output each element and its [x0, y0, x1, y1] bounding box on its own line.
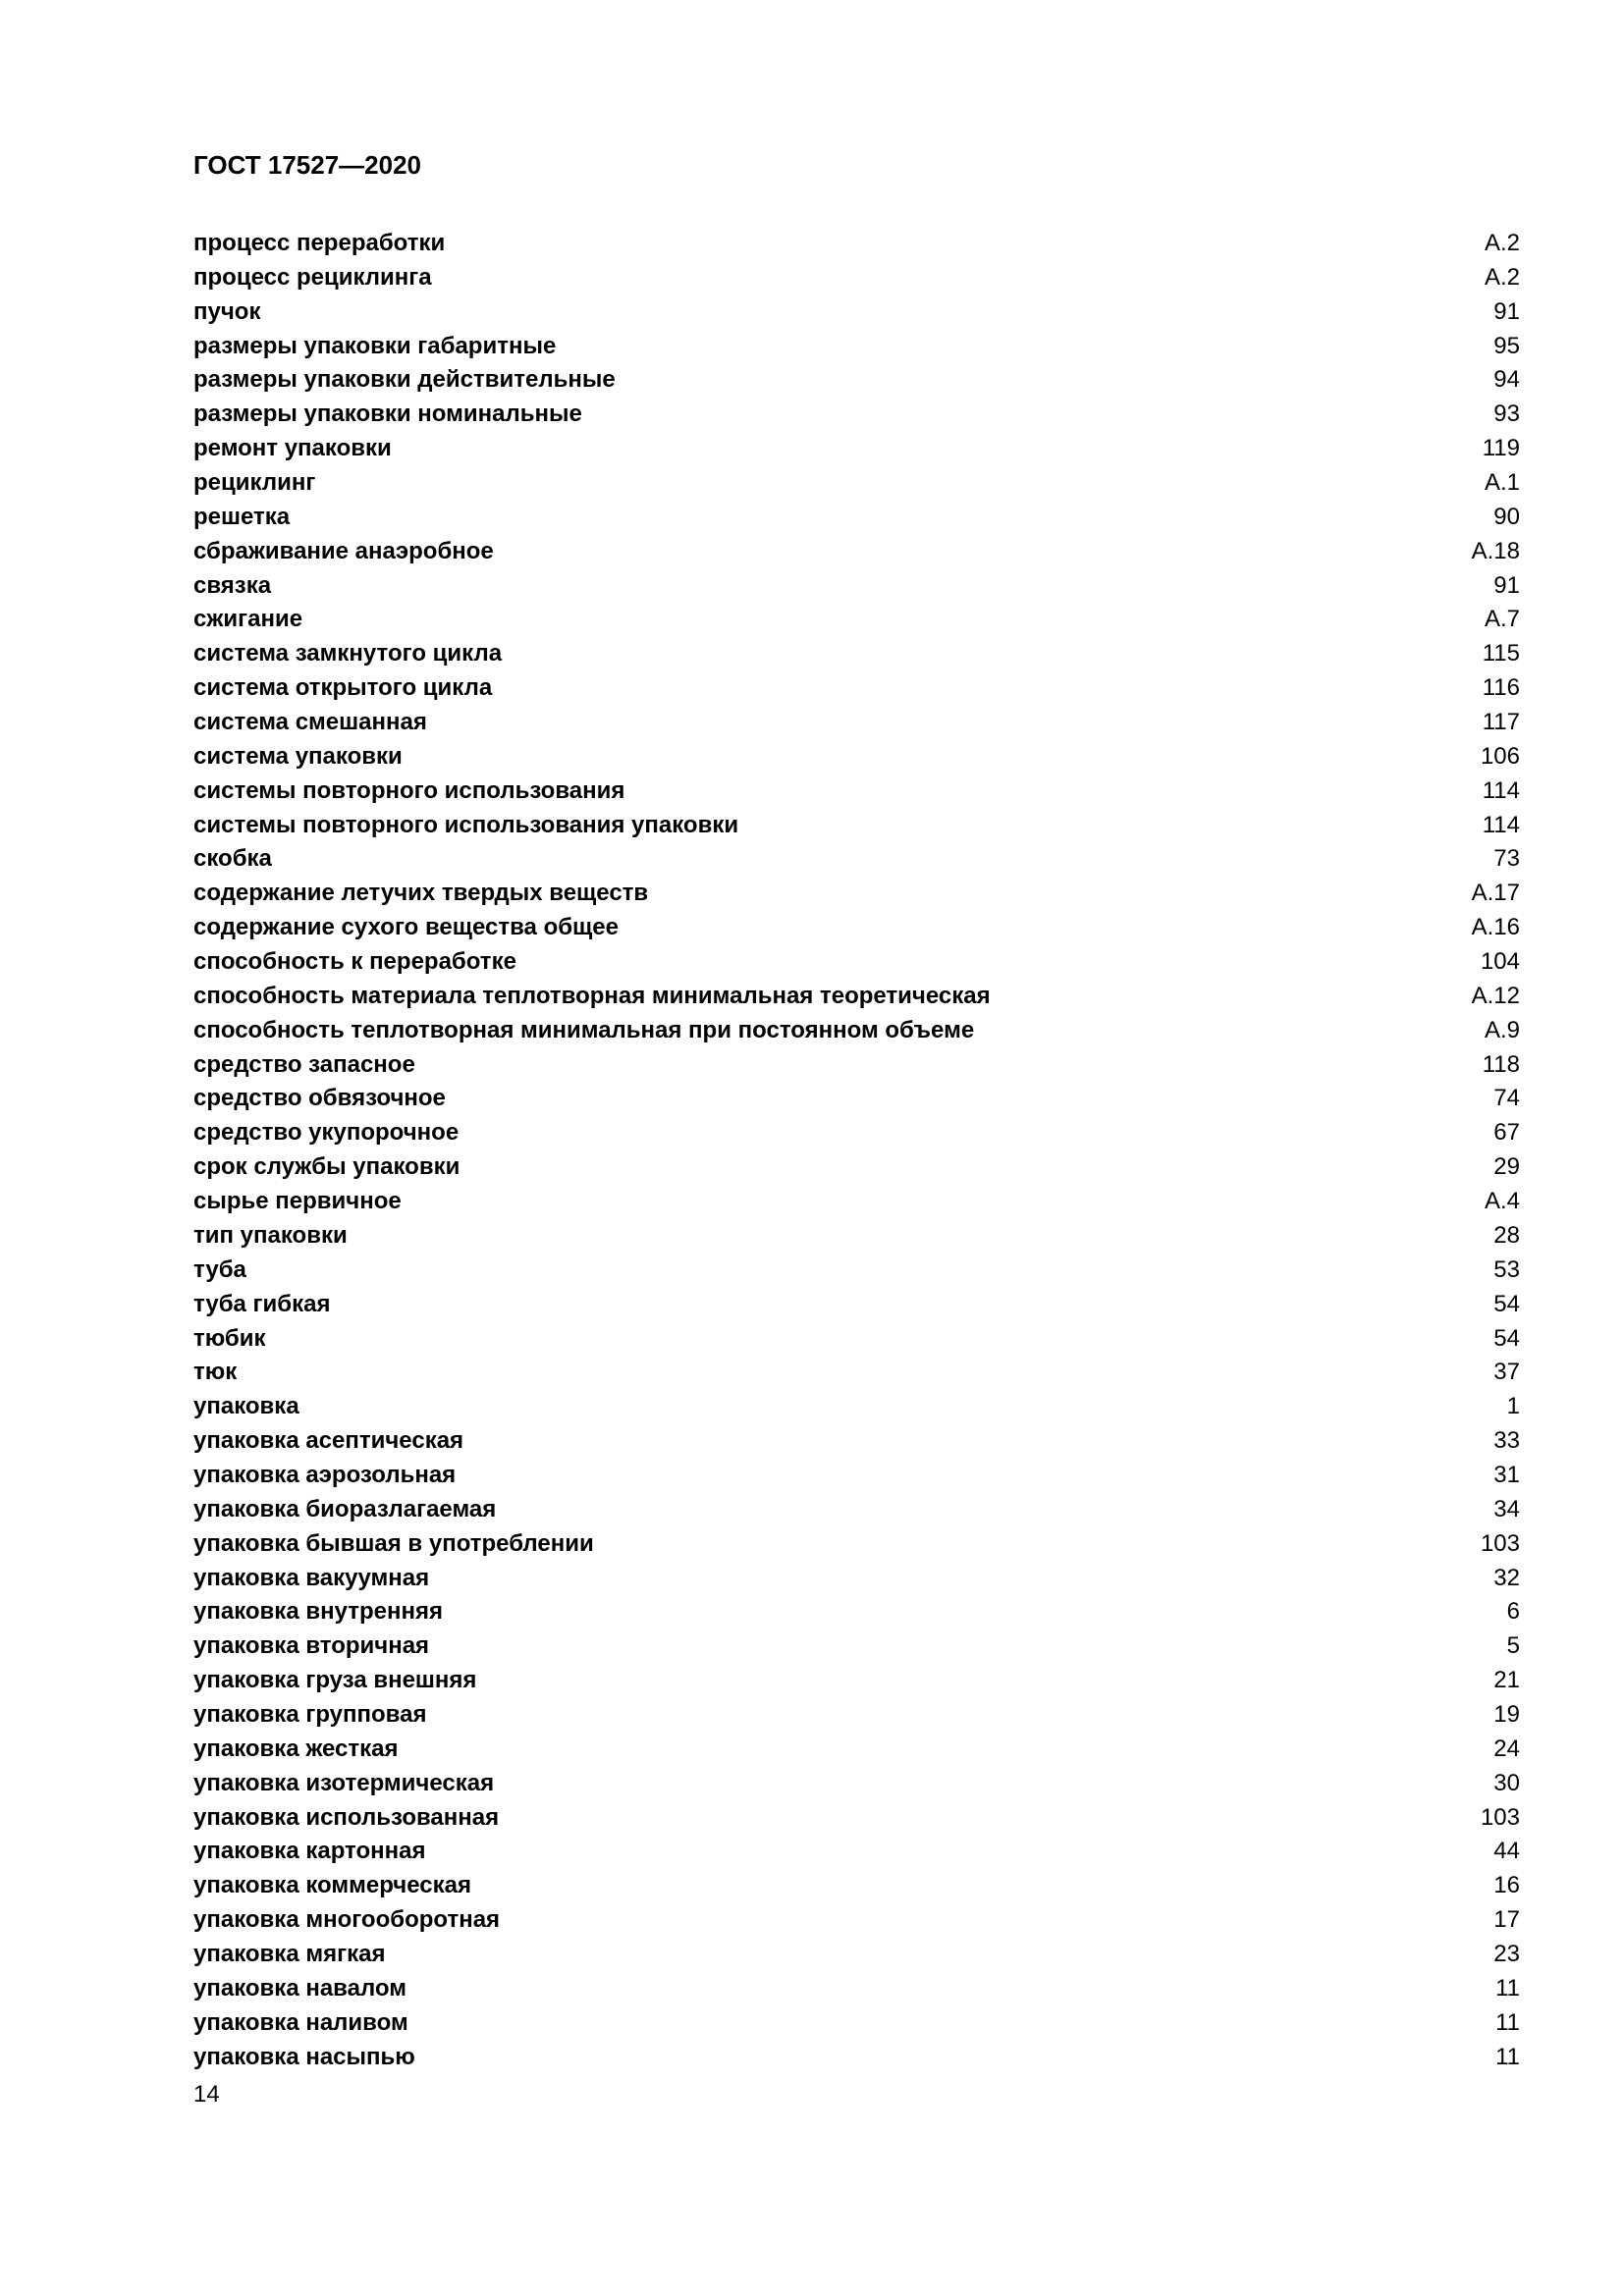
document-header: ГОСТ 17527—2020: [193, 150, 421, 180]
index-ref: 19: [1493, 1700, 1520, 1728]
index-ref: А.12: [1471, 982, 1520, 1009]
index-term: ремонт упаковки: [193, 435, 392, 462]
index-term: тип упаковки: [193, 1221, 348, 1249]
index-ref: А.17: [1471, 880, 1520, 907]
index-entry: [193, 1185, 1520, 1219]
index-ref: 93: [1493, 400, 1520, 428]
index-ref: 91: [1493, 297, 1520, 325]
index-term: сбраживание анаэробное: [193, 537, 494, 564]
index-ref: 104: [1480, 948, 1520, 976]
index-ref: 74: [1493, 1085, 1520, 1112]
index-entry: [193, 432, 1520, 466]
index-term: упаковка групповая: [193, 1700, 427, 1728]
index-term: упаковка использованная: [193, 1803, 500, 1831]
index-entry: [193, 535, 1520, 569]
index-ref: 114: [1482, 811, 1520, 838]
index-entry: [193, 842, 1520, 877]
index-ref: 95: [1493, 332, 1520, 359]
index-ref: 117: [1482, 709, 1520, 736]
index-entry: [193, 671, 1520, 706]
index-term: срок службы упаковки: [193, 1153, 460, 1181]
index-term: туба: [193, 1255, 246, 1283]
index-term: скобка: [193, 845, 272, 873]
index-entry: [193, 295, 1520, 330]
index-ref: 17: [1493, 1906, 1520, 1934]
index-ref: 16: [1493, 1872, 1520, 1899]
index-term: система упаковки: [193, 742, 403, 770]
index-ref: 119: [1482, 435, 1520, 462]
index-entry: [193, 330, 1520, 364]
index-entry: [193, 466, 1520, 501]
index-entry: [193, 1082, 1520, 1116]
index-entry: [193, 809, 1520, 843]
index-term: размеры упаковки габаритные: [193, 332, 557, 359]
index-ref: 91: [1493, 571, 1520, 599]
index-entry: [193, 1698, 1520, 1733]
index-entry: [193, 1288, 1520, 1322]
index-ref: А.2: [1484, 263, 1520, 291]
index-ref: А.2: [1484, 230, 1520, 256]
index-ref: 54: [1493, 1290, 1520, 1317]
index-ref: 30: [1493, 1769, 1520, 1796]
index-term: сжигание: [193, 606, 303, 633]
index-term: упаковка бывшая в употреблении: [193, 1529, 594, 1557]
index-entry: [193, 945, 1520, 980]
index-term: способность к переработке: [193, 948, 516, 976]
index-ref: 103: [1480, 1803, 1520, 1831]
index-ref: 24: [1493, 1735, 1520, 1762]
index-term: сырье первичное: [193, 1188, 402, 1215]
index-term: упаковка картонная: [193, 1838, 426, 1865]
index-term: упаковка биоразлагаемая: [193, 1495, 497, 1522]
index-term: размеры упаковки действительные: [193, 366, 616, 394]
index-ref: 44: [1493, 1838, 1520, 1865]
index-ref: 115: [1482, 640, 1520, 667]
index-term: пучок: [193, 297, 261, 325]
index-term: упаковка коммерческая: [193, 1872, 471, 1899]
index-ref: 11: [1495, 2008, 1520, 2036]
index-entry: [193, 1527, 1520, 1562]
index-entry: [193, 740, 1520, 774]
index-term: процесс переработки: [193, 230, 446, 256]
index-term: содержание летучих твердых веществ: [193, 880, 649, 907]
index-entry: [193, 2041, 1520, 2075]
index-entry: [193, 980, 1520, 1014]
index-ref: 106: [1480, 742, 1520, 770]
index-entry: [193, 1459, 1520, 1493]
index-ref: 11: [1495, 1974, 1520, 2002]
index-ref: 118: [1482, 1050, 1520, 1078]
index-term: упаковка: [193, 1393, 299, 1420]
index-entry: [193, 2006, 1520, 2041]
index-ref: 1: [1506, 1393, 1520, 1420]
index-ref: 23: [1493, 1940, 1520, 1967]
index-ref: 90: [1493, 503, 1520, 530]
index-entry: [193, 261, 1520, 295]
index-ref: 114: [1482, 776, 1520, 804]
index-term: решетка: [193, 503, 291, 530]
index-term: упаковка изотермическая: [193, 1769, 495, 1796]
index-term: системы повторного использования упаковки: [193, 811, 739, 838]
index-entry: [193, 706, 1520, 740]
index-ref: 33: [1493, 1427, 1520, 1455]
index-term: упаковка вторичная: [193, 1632, 430, 1660]
index-term: упаковка насыпью: [193, 2043, 415, 2070]
index-ref: 21: [1493, 1667, 1520, 1694]
index-entry: [193, 1903, 1520, 1938]
index-ref: 11: [1495, 2043, 1520, 2070]
index-term: размеры упаковки номинальные: [193, 400, 582, 428]
index-ref: А.18: [1471, 537, 1520, 564]
index-entry: [193, 1254, 1520, 1288]
index-ref: 6: [1506, 1598, 1520, 1626]
index-ref: 67: [1493, 1119, 1520, 1147]
index-term: тюк: [193, 1359, 238, 1386]
index-term: тюбик: [193, 1324, 266, 1352]
index-term: содержание сухого вещества общее: [193, 914, 619, 941]
index-term: упаковка вакуумная: [193, 1564, 430, 1591]
index-entry: [193, 1629, 1520, 1664]
index-term: система открытого цикла: [193, 674, 493, 702]
index-ref: 73: [1493, 845, 1520, 873]
index-term: процесс рециклинга: [193, 263, 432, 291]
index-entry: [193, 501, 1520, 535]
index-term: система замкнутого цикла: [193, 640, 503, 667]
index-entry: [193, 603, 1520, 637]
index-entry: [193, 1595, 1520, 1629]
index-entry: [193, 1767, 1520, 1801]
index-term: рециклинг: [193, 469, 316, 497]
index-entry: [193, 1322, 1520, 1357]
index-term: системы повторного использования: [193, 776, 625, 804]
index-term: упаковка асептическая: [193, 1427, 464, 1455]
index-term: способность теплотворная минимальная при постоянном объеме: [193, 1016, 975, 1043]
index-ref: А.9: [1484, 1016, 1520, 1043]
index-term: упаковка внутренняя: [193, 1598, 443, 1626]
index-ref: А.4: [1484, 1188, 1520, 1215]
index-term: упаковка жесткая: [193, 1735, 399, 1762]
index-entry: [193, 1356, 1520, 1390]
index-term: средство укупорочное: [193, 1119, 460, 1147]
index-term: средство запасное: [193, 1050, 415, 1078]
index-ref: 53: [1493, 1255, 1520, 1283]
index-ref: 32: [1493, 1564, 1520, 1591]
index-ref: А.7: [1484, 606, 1520, 633]
index-ref: 34: [1493, 1495, 1520, 1522]
index-ref: 29: [1493, 1153, 1520, 1181]
index-entry: [193, 1493, 1520, 1527]
index-entry: [193, 1219, 1520, 1254]
index-term: упаковка многооборотная: [193, 1906, 501, 1934]
index-entry: [193, 1938, 1520, 1972]
index-ref: 37: [1493, 1359, 1520, 1386]
index-entry: [193, 398, 1520, 432]
index-entry: [193, 227, 1520, 261]
index-entry: [193, 1424, 1520, 1459]
index-entry: [193, 877, 1520, 911]
index-term: способность материала теплотворная минимальная теоретическая: [193, 982, 991, 1009]
index-entry: [193, 363, 1520, 398]
index-entry: [193, 1835, 1520, 1869]
index-entry: [193, 569, 1520, 604]
index-ref: А.16: [1471, 914, 1520, 941]
index-ref: 31: [1493, 1461, 1520, 1488]
index-ref: А.1: [1484, 469, 1520, 497]
index-term: система смешанная: [193, 709, 427, 736]
index-entry: [193, 1390, 1520, 1424]
index-entry: [193, 911, 1520, 945]
index-entry: [193, 1801, 1520, 1836]
index-entry: [193, 1869, 1520, 1903]
index-term: туба гибкая: [193, 1290, 331, 1317]
index-term: упаковка груза внешняя: [193, 1667, 477, 1694]
index-ref: 103: [1480, 1529, 1520, 1557]
index-ref: 5: [1506, 1632, 1520, 1660]
index-entry: [193, 637, 1520, 671]
index-entry: [193, 1150, 1520, 1185]
index-ref: 28: [1493, 1221, 1520, 1249]
index-entry: [193, 774, 1520, 809]
index-ref: 54: [1493, 1324, 1520, 1352]
index-entry: [193, 1048, 1520, 1083]
index-ref: 94: [1493, 366, 1520, 394]
index-entry: [193, 1116, 1520, 1150]
index-entry: [193, 1972, 1520, 2006]
index-term: средство обвязочное: [193, 1085, 446, 1112]
index-term: упаковка наливом: [193, 2008, 408, 2036]
index-term: упаковка аэрозольная: [193, 1461, 457, 1488]
index-ref: 116: [1482, 674, 1520, 702]
index-list: [193, 227, 1520, 2074]
index-entry: [193, 1733, 1520, 1767]
index-term: упаковка мягкая: [193, 1940, 386, 1967]
index-entry: [193, 1562, 1520, 1596]
page-number: 14: [193, 2081, 220, 2108]
index-entry: [193, 1664, 1520, 1698]
index-term: упаковка навалом: [193, 1974, 406, 2002]
index-entry: [193, 1014, 1520, 1048]
index-term: связка: [193, 571, 272, 599]
